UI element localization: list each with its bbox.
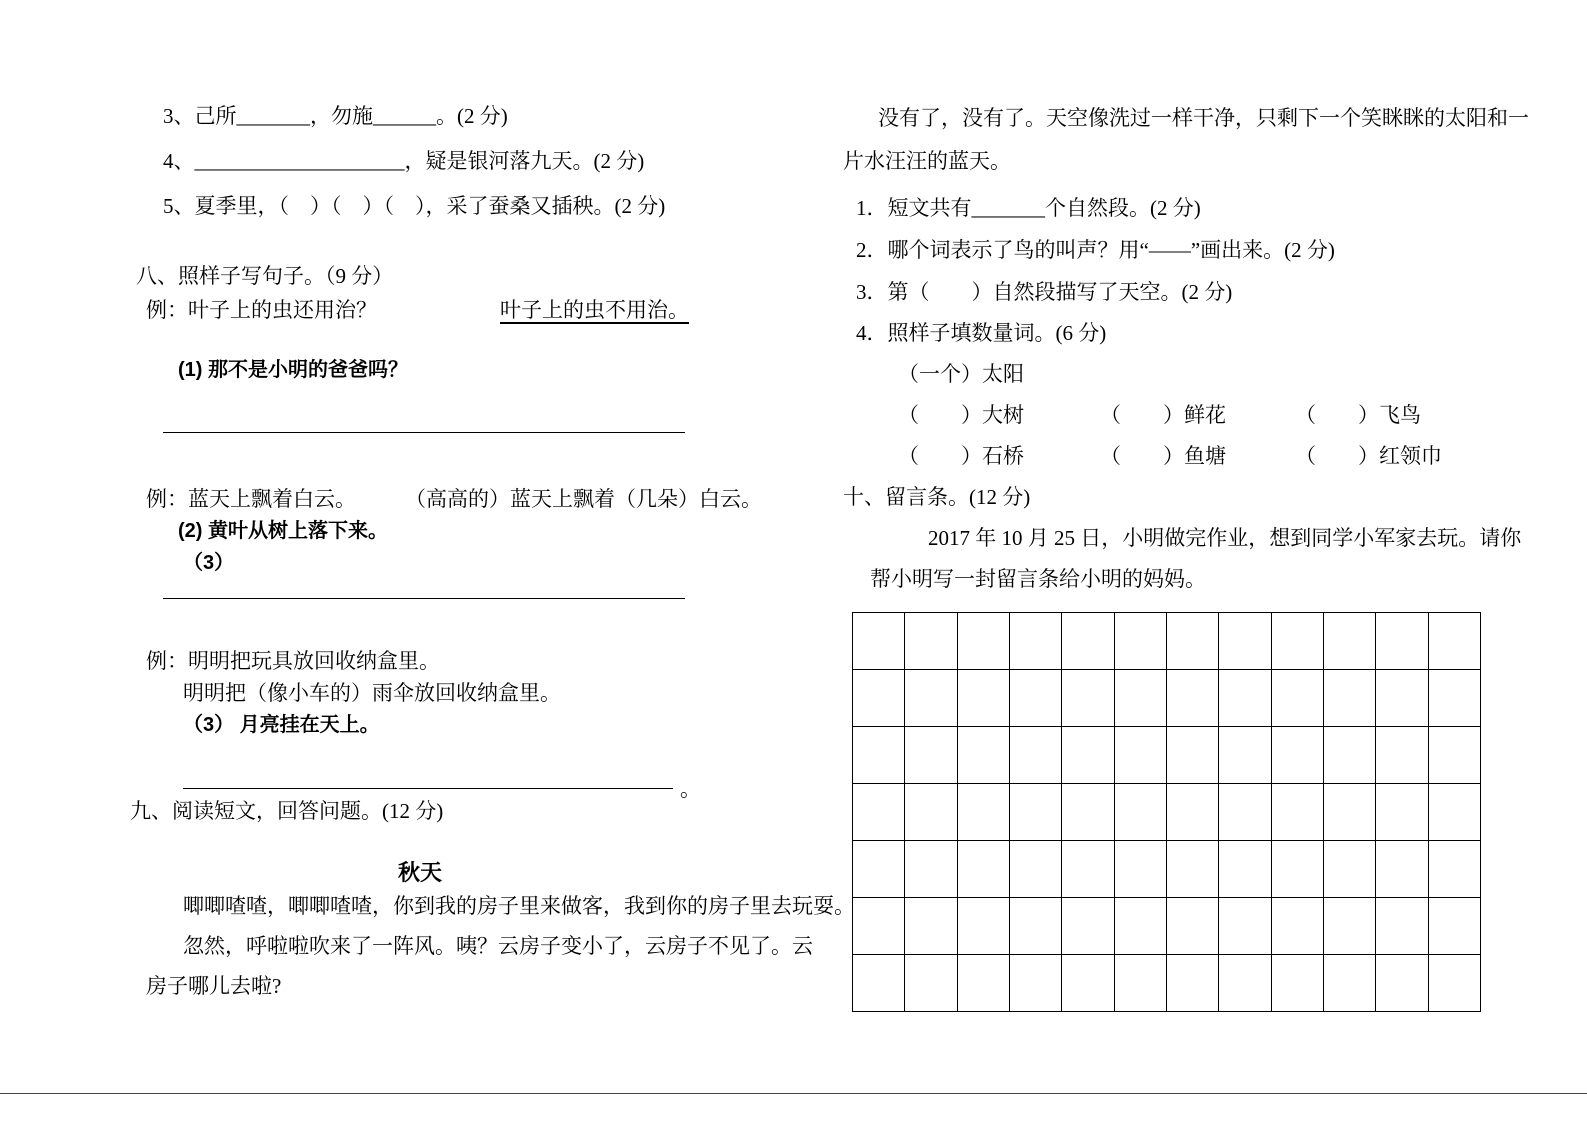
passage-line-2: 忽然，呼啦啦吹来了一阵风。咦？云房子变小了，云房子不见了。云 (183, 934, 813, 958)
grid-cell (1010, 727, 1062, 784)
grid-cell (958, 898, 1010, 955)
grid-cell (1324, 727, 1376, 784)
grid-cell (1272, 613, 1324, 670)
grid-cell (1272, 784, 1324, 841)
measure-word-blank-tree: （ ）大树 (898, 403, 1024, 427)
grid-cell (1062, 841, 1114, 898)
grid-cell (1167, 955, 1219, 1012)
grid-cell (1062, 898, 1114, 955)
grid-cell (905, 955, 957, 1012)
grid-cell (1376, 955, 1428, 1012)
answer-line-3 (183, 788, 673, 789)
grid-cell (1272, 670, 1324, 727)
measure-word-example: （一个）太阳 (898, 362, 1024, 386)
grid-cell (1324, 955, 1376, 1012)
grid-cell (1324, 784, 1376, 841)
grid-cell (1010, 613, 1062, 670)
reading-question-4: 4．照样子填数量词。(6 分) (856, 321, 1107, 345)
grid-cell (1062, 727, 1114, 784)
grid-cell (1115, 898, 1167, 955)
grid-cell (1062, 670, 1114, 727)
grid-cell (1010, 841, 1062, 898)
grid-cell (853, 955, 905, 1012)
grid-cell (1062, 955, 1114, 1012)
grid-cell (1429, 670, 1481, 727)
grid-cell (1115, 955, 1167, 1012)
grid-cell (958, 784, 1010, 841)
grid-cell (1429, 727, 1481, 784)
grid-cell (1429, 898, 1481, 955)
grid-cell (1272, 955, 1324, 1012)
grid-cell (1115, 670, 1167, 727)
grid-cell (1376, 727, 1428, 784)
example-1-answer: 叶子上的虫不用治。 (500, 298, 689, 322)
grid-cell (1167, 784, 1219, 841)
reading-question-1: 1．短文共有_______个自然段。(2 分) (856, 196, 1201, 220)
grid-cell (1429, 613, 1481, 670)
grid-cell (1167, 727, 1219, 784)
grid-cell (1010, 898, 1062, 955)
fill-blank-item-3: 3、己所_______，勿施______。(2 分) (163, 104, 508, 128)
answer-line-1 (163, 432, 685, 433)
grid-cell (1219, 784, 1271, 841)
grid-cell (905, 613, 957, 670)
grid-cell (853, 841, 905, 898)
grid-cell (1429, 841, 1481, 898)
passage-line-1: 唧唧喳喳，唧唧喳喳，你到我的房子里来做客，我到你的房子里去玩耍。 (183, 894, 855, 918)
passage-cont-line-2: 片水汪汪的蓝天。 (843, 149, 1011, 173)
example-1-question: 例：叶子上的虫还用治？ (146, 298, 377, 322)
example-3-line-2: 明明把（像小车的）雨伞放回收纳盒里。 (183, 681, 561, 705)
grid-cell (1115, 841, 1167, 898)
grid-cell (1376, 670, 1428, 727)
grid-cell (958, 613, 1010, 670)
grid-cell (853, 727, 905, 784)
fill-blank-item-4: 4、____________________，疑是银河落九天。(2 分) (163, 149, 645, 173)
grid-cell (1062, 784, 1114, 841)
grid-cell (905, 898, 957, 955)
note-prompt-line-1: 2017 年 10 月 25 日，小明做完作业，想到同学小军家去玩。请你 (928, 526, 1522, 550)
passage-line-3: 房子哪儿去啦? (146, 974, 282, 998)
grid-cell (958, 841, 1010, 898)
example-2-answer: （高高的）蓝天上飘着（几朵）白云。 (405, 487, 762, 511)
grid-cell (1219, 898, 1271, 955)
measure-word-blank-flower: （ ）鲜花 (1100, 403, 1226, 427)
grid-cell (1167, 613, 1219, 670)
measure-word-blank-bird: （ ）飞鸟 (1295, 403, 1421, 427)
fill-blank-item-5: 5、夏季里，（ ）（ ）（ ），采了蚕桑又插秧。(2 分) (163, 194, 666, 218)
grid-cell (905, 841, 957, 898)
writing-grid (852, 612, 1481, 1012)
grid-cell (905, 784, 957, 841)
example-2-question: 例：蓝天上飘着白云。 (146, 487, 356, 511)
grid-cell (1429, 955, 1481, 1012)
grid-cell (1324, 613, 1376, 670)
grid-cell (1010, 784, 1062, 841)
question-8-3: （3） 月亮挂在天上。 (183, 714, 380, 736)
example-3-line-1: 例：明明把玩具放回收纳盒里。 (146, 649, 440, 673)
grid-cell (1167, 841, 1219, 898)
grid-cell (1219, 670, 1271, 727)
measure-word-blank-scarf: （ ）红领巾 (1295, 444, 1442, 468)
grid-cell (1272, 727, 1324, 784)
grid-cell (1219, 727, 1271, 784)
reading-question-2: 2．哪个词表示了鸟的叫声？用“——”画出来。(2 分) (856, 238, 1335, 262)
grid-cell (1376, 841, 1428, 898)
grid-cell (1376, 613, 1428, 670)
section-10-heading: 十、留言条。(12 分) (843, 485, 1031, 509)
grid-cell (1219, 955, 1271, 1012)
grid-cell (853, 784, 905, 841)
grid-cell (1167, 670, 1219, 727)
grid-cell (1376, 898, 1428, 955)
measure-word-blank-pond: （ ）鱼塘 (1100, 444, 1226, 468)
grid-cell (1324, 898, 1376, 955)
grid-cell (905, 670, 957, 727)
passage-cont-line-1: 没有了，没有了。天空像洗过一样干净，只剩下一个笑眯眯的太阳和一 (878, 106, 1529, 130)
grid-cell (1167, 898, 1219, 955)
grid-cell (958, 670, 1010, 727)
grid-cell (958, 955, 1010, 1012)
grid-cell (905, 727, 957, 784)
grid-cell (1115, 613, 1167, 670)
question-8-3-marker: （3） (183, 552, 235, 574)
answer-line-2 (163, 598, 685, 599)
grid-cell (1115, 727, 1167, 784)
grid-cell (1010, 670, 1062, 727)
grid-cell (853, 670, 905, 727)
grid-cell (1219, 841, 1271, 898)
grid-cell (1062, 613, 1114, 670)
grid-cell (853, 898, 905, 955)
section-9-heading: 九、阅读短文，回答问题。(12 分) (130, 799, 444, 823)
question-8-2: (2) 黄叶从树上落下来。 (178, 520, 388, 542)
grid-cell (1324, 841, 1376, 898)
grid-cell (1272, 841, 1324, 898)
grid-cell (958, 727, 1010, 784)
grid-cell (1219, 613, 1271, 670)
grid-cell (1376, 784, 1428, 841)
question-8-1: (1) 那不是小明的爸爸吗？ (178, 359, 408, 381)
grid-cell (1010, 955, 1062, 1012)
grid-cell (853, 613, 905, 670)
grid-cell (1324, 670, 1376, 727)
reading-question-3: 3．第（ ）自然段描写了天空。(2 分) (856, 280, 1233, 304)
passage-title: 秋天 (397, 860, 442, 885)
grid-cell (1272, 898, 1324, 955)
measure-word-blank-bridge: （ ）石桥 (898, 444, 1024, 468)
section-8-heading: 八、照样子写句子。（9 分） (136, 264, 394, 288)
grid-cell (1429, 784, 1481, 841)
note-prompt-line-2: 帮小明写一封留言条给小明的妈妈。 (870, 567, 1206, 591)
answer-line-3-period: 。 (680, 777, 701, 801)
page-bottom-rule (0, 1093, 1587, 1094)
grid-cell (1115, 784, 1167, 841)
